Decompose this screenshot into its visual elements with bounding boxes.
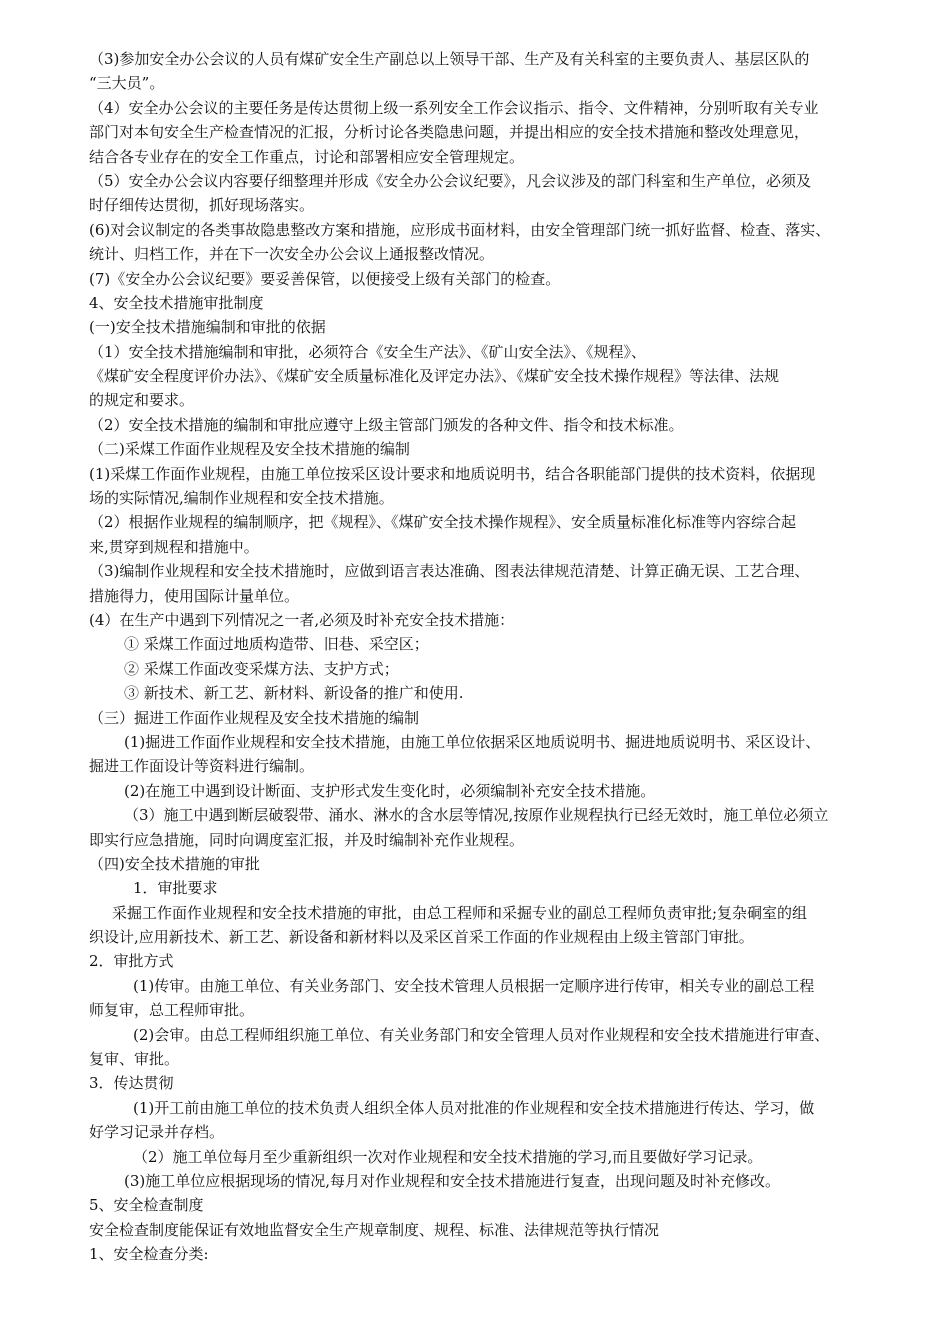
text-line: 掘进工作面设计等资料进行编制。 [89, 757, 315, 776]
text-line: ① 采煤工作面过地质构造带、旧巷、采空区； [124, 635, 429, 654]
text-line: 织设计,应用新技术、新工艺、新设备和新材料以及采区首采工作面的作业规程由上级主管部门审批。 [89, 928, 754, 947]
text-line: (3)施工单位应根据现场的情况,每月对作业规程和安全技术措施进行复查，出现问题及时补充修改。 [124, 1171, 781, 1190]
text-line: （2）施工单位每月至少重新组织一次对作业规程和安全技术措施的学习,而且要做好学习记录。 [133, 1147, 763, 1166]
text-line: （四)安全技术措施的审批 [89, 854, 260, 873]
text-line: 1、安全检查分类: [89, 1245, 209, 1264]
text-line: 复审、审批。 [89, 1050, 180, 1069]
text-line: 安全检查制度能保证有效地监督安全生产规章制度、规程、标准、法律规范等执行情况 [89, 1220, 660, 1239]
text-line: （三）掘进工作面作业规程及安全技术措施的编制 [89, 708, 420, 727]
text-line: （3)参加安全办公会议的人员有煤矿安全生产副总以上领导干部、生产及有关科室的主要负责人、基层区队的 [89, 50, 810, 68]
text-line: 场的实际情况,编制作业规程和安全技术措施。 [89, 489, 394, 508]
text-line: 3．传达贯彻 [89, 1074, 174, 1093]
text-line: 时仔细传达贯彻，抓好现场落实。 [89, 196, 315, 215]
text-line: “三大员”。 [89, 74, 165, 93]
text-line: （1）安全技术措施编制和审批，必须符合《安全生产法》、《矿山安全法》、《规程》、 [89, 342, 647, 361]
text-line: (2)在施工中遇到设计断面、支护形式发生变化时，必须编制补充安全技术措施。 [124, 781, 656, 800]
text-line: 5、安全检查制度 [89, 1196, 204, 1215]
text-line: 好学习记录并存档。 [89, 1123, 225, 1142]
text-line: ③ 新技术、新工艺、新材料、新设备的推广和使用. [124, 684, 464, 703]
text-line: (7)《安全办公会议纪要》要妥善保管，以便接受上级有关部门的检查。 [89, 269, 561, 288]
text-line: (1)传审。由施工单位、有关业务部门、安全技术管理人员根据一定顺序进行传审，相关专业的副总工程 [133, 976, 815, 995]
text-line: 部门对本旬安全生产检查情况的汇报，分析讨论各类隐患问题，并提出相应的安全技术措施和整改处理意见， [89, 123, 810, 142]
text-line: (6)对会议制定的各类事故隐患整改方案和措施，应形成书面材料，由安全管理部门统一抓好监督、检查、落实、 [89, 220, 831, 239]
text-line: (2)会审。由总工程师组织施工单位、有关业务部门和安全管理人员对作业规程和安全技术措施进行审查、 [133, 1025, 830, 1044]
text-line: （3)编制作业规程和安全技术措施时，应做到语言表达准确、图表法律规范清楚、计算正确无误、工艺合理、 [89, 562, 810, 581]
text-line: 措施得力，使用国际计量单位。 [89, 586, 300, 605]
text-line: (1)掘进工作面作业规程和安全技术措施，由施工单位依据采区地质说明书、掘进地质说明书、采区设计、 [124, 732, 821, 751]
text-line: 的规定和要求。 [89, 391, 195, 410]
text-line: 来,贯穿到规程和措施中。 [89, 537, 259, 556]
text-line: 师复审，总工程师审批。 [89, 1001, 255, 1020]
text-line: ② 采煤工作面改变采煤方法、支护方式； [124, 659, 399, 678]
text-line: 1．审批要求 [133, 879, 218, 898]
text-line: (一)安全技术措施编制和审批的依据 [89, 318, 326, 337]
text-line: 即实行应急措施，同时向调度室汇报，并及时编制补充作业规程。 [89, 830, 525, 849]
text-line: 结合各专业存在的安全工作重点，讨论和部署相应安全管理规定。 [89, 147, 525, 166]
text-line: 4、安全技术措施审批制度 [89, 293, 264, 312]
text-line: (4）在生产中遇到下列情况之一者,必须及时补充安全技术措施： [89, 610, 515, 629]
text-line: （二)采煤工作面作业规程及安全技术措施的编制 [89, 440, 410, 459]
text-line: （2）根据作业规程的编制顺序，把《规程》、《煤矿安全技术操作规程》、安全质量标准化标准等内容综合起 [89, 513, 797, 532]
text-line: 《煤矿安全程度评价办法》、《煤矿安全质量标准化及评定办法》、《煤矿安全技术操作规程》等法律、法规 [89, 367, 780, 386]
text-line: (1)开工前由施工单位的技术负责人组织全体人员对批准的作业规程和安全技术措施进行传达、学习，做 [133, 1098, 815, 1117]
text-line: （2）安全技术措施的编制和审批应遵守上级主管部门颁发的各种文件、指令和技术标准。 [89, 415, 684, 434]
text-line: （3）施工中遇到断层破裂带、涌水、淋水的含水层等情况,按原作业规程执行已经无效时，施工单位必须立 [124, 806, 829, 825]
text-line: 采掘工作面作业规程和安全技术措施的审批，由总工程师和采掘专业的副总工程师负责审批;复杂硐室的组 [112, 903, 808, 922]
text-line: （4）安全办公会议的主要任务是传达贯彻上级一系列安全工作会议指示、指令、文件精神，分别听取有关专业 [89, 98, 819, 117]
text-line: 统计、归档工作，并在下一次安全办公会议上通报整改情况。 [89, 245, 495, 264]
document-body [89, 47, 910, 1267]
text-line: (1)采煤工作面作业规程，由施工单位按采区设计要求和地质说明书，结合各职能部门提供的技术资料，依据现 [89, 464, 816, 483]
text-line: 2．审批方式 [89, 952, 174, 971]
text-line: （5）安全办公会议内容要仔细整理并形成《安全办公会议纪要》，凡会议涉及的部门科室和生产单位，必须及 [89, 171, 812, 190]
